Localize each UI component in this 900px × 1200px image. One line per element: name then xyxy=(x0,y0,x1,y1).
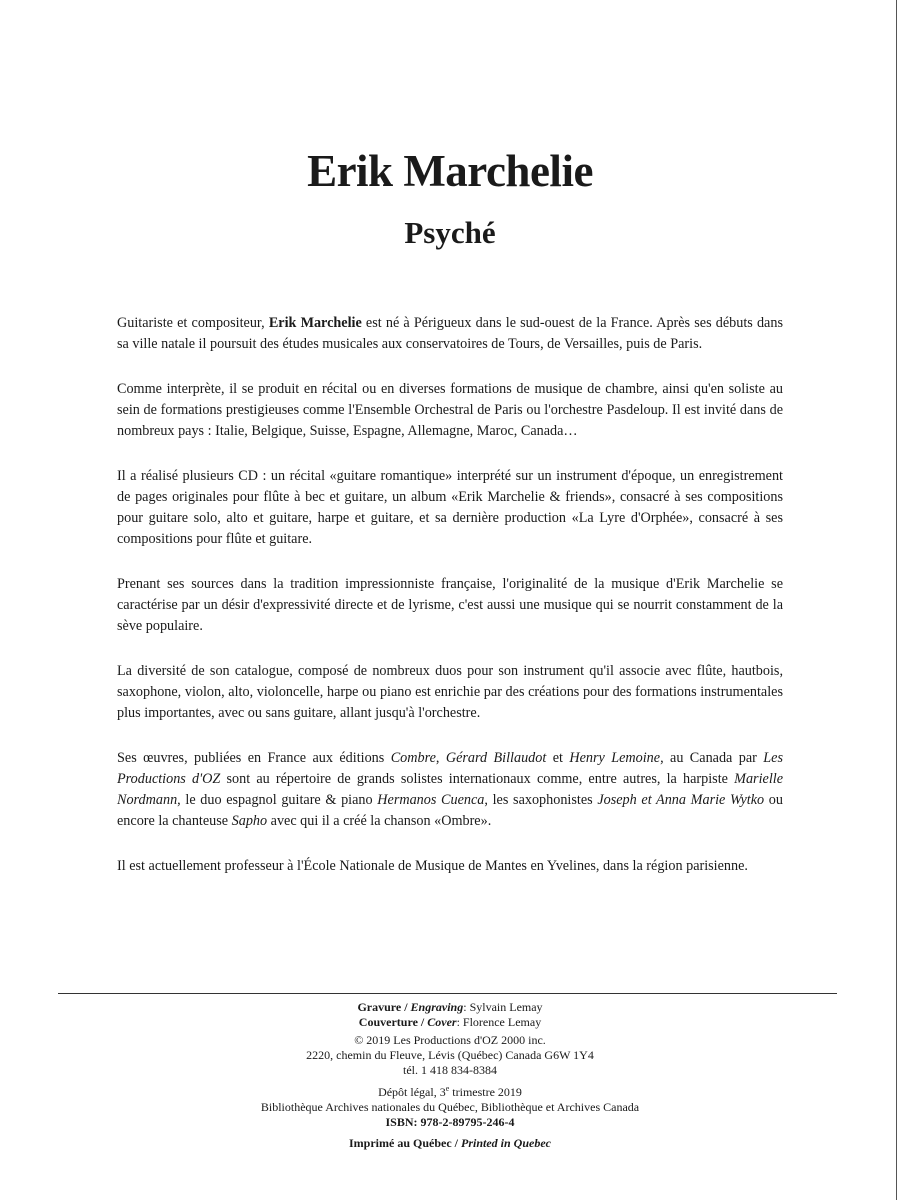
cover-credit: Couverture / Cover: Florence Lemay xyxy=(358,1015,542,1029)
copyright-line: © 2019 Les Productions d'OZ 2000 inc. xyxy=(354,1033,546,1047)
depot-line: Dépôt légal, 3e trimestre 2019 xyxy=(378,1084,522,1099)
bio-paragraph-6: Ses œuvres, publiées en France aux éditions Combre, Gérard Billaudot et Henry Lemoine, au Canada par Les Productions d'OZ sont au répertoire de grands solistes internationaux comme, entre autres, la harpiste Marielle Nordmann, le duo espagnol guitare & piano Hermanos Cuenca, les saxophonistes Joseph et Anna Marie Wytko ou encore la chanteuse Sapho avec qui il a créé la chanson «Ombre». xyxy=(117,750,783,829)
bio-paragraph-3: Il a réalisé plusieurs CD : un récital «guitare romantique» interprété sur un instrument d'époque, un enregistrement de pages originales pour flûte à bec et guitare, un album «Erik Marchelie & friends», consacré à ses compositions pour guitare solo, alto et guitare, harpe et guitare, et sa dernière production «La Lyre d'Orphée», consacré à ses compositions pour flûte et guitare. xyxy=(117,468,783,547)
bio-paragraph-7: Il est actuellement professeur à l'École Nationale de Musique de Mantes en Yvelines, dans la région parisienne. xyxy=(117,858,748,874)
bio-paragraph-4: Prenant ses sources dans la tradition impressionniste française, l'originalité de la musique d'Erik Marchelie se caractérise par un désir d'expressivité directe et de lyrisme, c'est aussi une musique qui se nourrit constamment de la sève populaire. xyxy=(117,576,783,634)
engraving-credit: Gravure / Engraving: Sylvain Lemay xyxy=(357,1000,543,1014)
bio-paragraph-5: La diversité de son catalogue, composé de nombreux duos pour son instrument qu'il associe avec flûte, hautbois, saxophone, violon, alto, violoncelle, harpe ou piano est enrichie par des créations pour des formations instrumentales plus importantes, avec ou sans guitare, allant jusqu'à l'orchestre. xyxy=(117,663,783,721)
work-title: Psyché xyxy=(404,215,496,250)
bio-paragraph-2: Comme interprète, il se produit en récital ou en diverses formations de musique de chambre, ainsi qu'en soliste au sein de formations prestigieuses comme l'Ensemble Orchestral de Paris ou l'orchestre Pasdeloup. Il est invité dans de nombreux pays : Italie, Belgique, Suisse, Espagne, Allemagne, Maroc, Canada… xyxy=(117,381,783,439)
footer-divider xyxy=(58,993,837,994)
composer-name-inline: Erik Marchelie xyxy=(268,315,362,331)
legal-deposit xyxy=(0,1081,900,1130)
isbn-line: ISBN: 978-2-89795-246-4 xyxy=(385,1115,515,1129)
composer-name-title: Erik Marchelie xyxy=(307,146,593,196)
publisher-info xyxy=(0,1033,900,1078)
address-line: 2220, chemin du Fleuve, Lévis (Québec) Canada G6W 1Y4 xyxy=(306,1048,594,1062)
bio-paragraph-1: Guitariste et compositeur, Erik Marchelie est né à Périgueux dans le sud-ouest de la France. Après ses débuts dans sa ville natale il poursuit des études musicales aux conservatoires de Tours, de Versailles, puis de Paris. xyxy=(117,315,783,352)
library-line: Bibliothèque Archives nationales du Québec, Bibliothèque et Archives Canada xyxy=(260,1100,640,1114)
phone-line: tél. 1 418 834-8384 xyxy=(403,1063,497,1077)
printed-in: Imprimé au Québec / Printed in Quebec xyxy=(349,1136,551,1150)
credits-block xyxy=(0,1000,900,1154)
credits-roles xyxy=(0,1000,900,1030)
biography xyxy=(117,313,783,901)
